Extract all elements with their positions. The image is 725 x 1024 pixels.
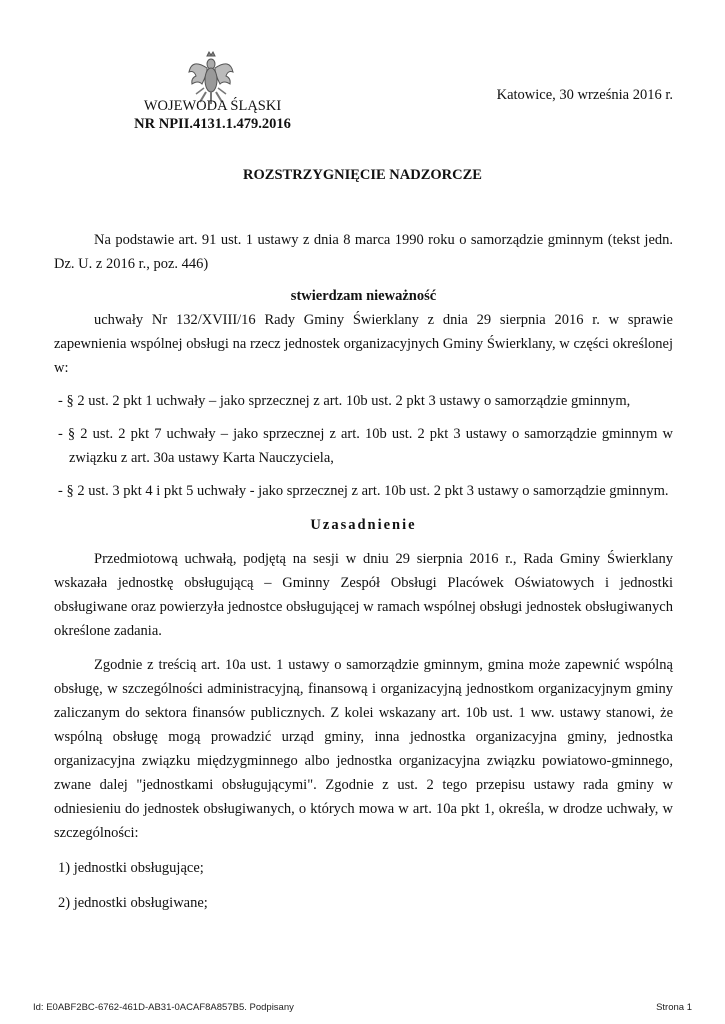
issuer-name: WOJEWODA ŚLĄSKI: [143, 98, 282, 114]
justification-heading: Uzasadnienie: [310, 517, 417, 533]
list-item: - § 2 ust. 2 pkt 7 uchwały – jako sprzecznej z art. 10b ust. 2 pkt 3 ustawy o samorządzie gminnym w związku z art. 30a ustawy Karta Nauczyciela,: [58, 426, 673, 466]
document-title: ROZSTRZYGNIĘCIE NADZORCZE: [243, 167, 482, 183]
decision-heading: stwierdzam nieważność: [290, 288, 437, 304]
reference-number: NR NPII.4131.1.479.2016: [134, 116, 291, 132]
justification-paragraph: Przedmiotową uchwałą, podjętą na sesji w dniu 29 sierpnia 2016 r., Rada Gminy Świerklany wskazała jednostkę obsługującą – Gminny Zespół Obsługi Placówek Oświatowych i jednostki obsługiwane oraz powierzyła jednostce obsługującej w ramach wspólnej obsługi jednostek obsługiwanych określone zadania.: [54, 551, 673, 639]
document-body: [54, 228, 673, 915]
list-item: - § 2 ust. 3 pkt 4 i pkt 5 uchwały - jako sprzecznej z art. 10b ust. 2 pkt 3 ustawy o samorządzie gminnym.: [58, 483, 669, 499]
numbered-item: 2) jednostki obsługiwane;: [58, 895, 208, 911]
resolution-paragraph: uchwały Nr 132/XVIII/16 Rady Gminy Świerklany z dnia 29 sierpnia 2016 r. w sprawie zapewnienia wspólnej obsługi na rzecz jednostek organizacyjnych Gminy Świerklany, w części określonej w:: [54, 312, 673, 376]
legal-basis-paragraph: Na podstawie art. 91 ust. 1 ustawy z dnia 8 marca 1990 roku o samorządzie gminnym (tekst jedn. Dz. U. z 2016 r., poz. 446): [54, 232, 673, 272]
issuer-block: [100, 97, 325, 133]
page-number: Strona 1: [656, 1002, 692, 1013]
justification-paragraph: Zgodnie z treścią art. 10a ust. 1 ustawy o samorządzie gminnym, gmina może zapewnić wspólną obsługę, w szczególności administracyjną, finansową i organizacyjną jednostkom organizacyjnym gminy zaliczanym do sektora finansów publicznych. Z kolei wskazany art. 10b ust. 1 ww. ustawy stanowi, że wspólną obsługę mogą prowadzić urząd gminy, inna jednostka organizacyjna gminy, jednostka organizacyjna związku międzygminnego albo jednostka organizacyjna związku powiatowo-gminnego, zwane dalej "jednostkami obsługującymi". Zgodnie z ust. 2 tego przepisu ustawy rada gminy w odniesieniu do jednostek obsługiwanych, o których mowa w art. 10a pkt 1, określa, w drodze uchwały, w szczególności:: [54, 657, 673, 841]
document-id: Id: E0ABF2BC-6762-461D-AB31-0ACAF8A857B5. Podpisany: [33, 1002, 294, 1013]
list-item: - § 2 ust. 2 pkt 1 uchwały – jako sprzecznej z art. 10b ust. 2 pkt 3 ustawy o samorządzie gminnym,: [58, 393, 631, 409]
place-date: Katowice, 30 września 2016 r.: [496, 87, 673, 103]
numbered-item: 1) jednostki obsługujące;: [58, 860, 204, 876]
